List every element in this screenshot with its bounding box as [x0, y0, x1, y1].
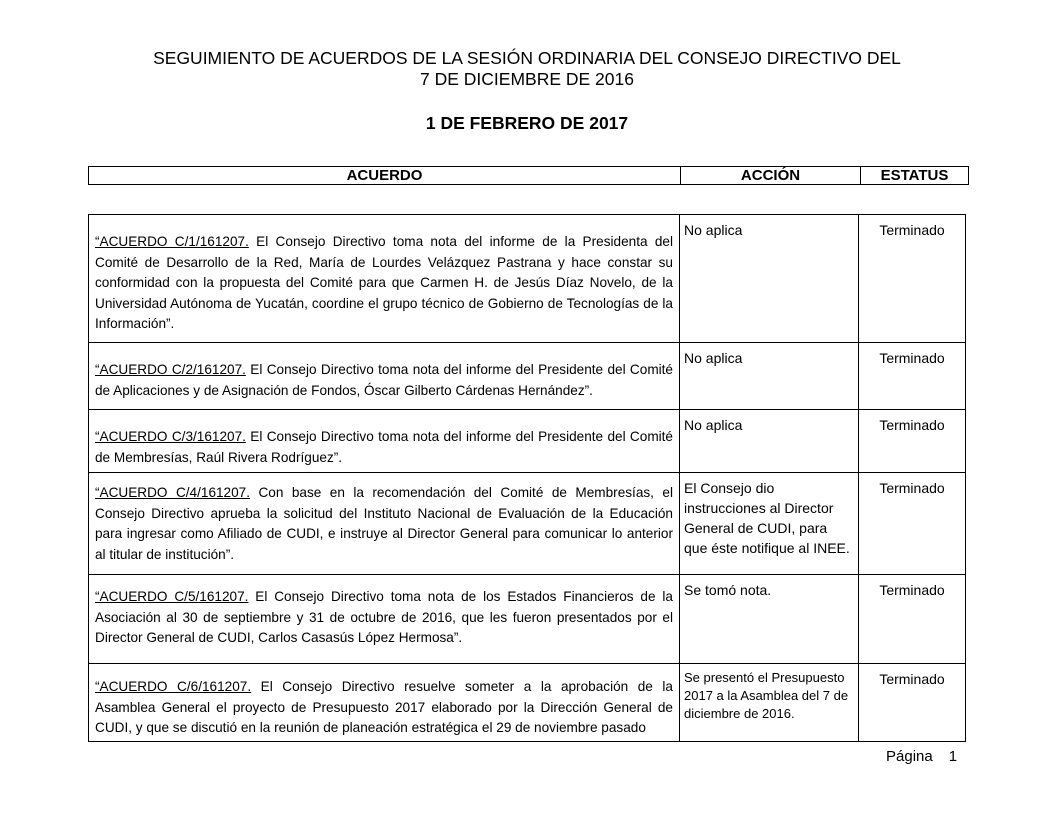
- acuerdo-cell: [89, 664, 680, 742]
- page-label: Página: [886, 748, 933, 765]
- acuerdo-reference: “ACUERDO C/1/161207.: [95, 234, 249, 249]
- acuerdo-cell: [89, 215, 680, 343]
- estatus-cell: Terminado: [859, 473, 966, 575]
- estatus-cell: Terminado: [859, 215, 966, 343]
- acuerdo-cell: [89, 473, 680, 575]
- estatus-cell: Terminado: [859, 410, 966, 473]
- accion-cell: El Consejo dio instrucciones al Director General de CUDI, para que éste notifique al INEE.: [680, 473, 859, 575]
- acuerdo-text: El Consejo Directivo toma nota del informe de la Presidenta del Comité de Desarrollo de la Red, María de Lourdes Velázquez Pastrana y hace constar su conformidad con la propuesta del Comité para que Carmen H. de Jesús Díaz Novelo, de la Universidad Autónoma de Yucatán, coordine el grupo técnico de Gobierno de Tecnologías de la Información”.: [95, 234, 673, 331]
- document-title-line2: 7 DE DICIEMBRE DE 2016: [420, 69, 634, 89]
- estatus-cell: Terminado: [859, 343, 966, 410]
- accion-cell: Se presentó el Presupuesto 2017 a la Asamblea del 7 de diciembre de 2016.: [680, 664, 859, 742]
- table-row: [89, 575, 966, 664]
- page-number: 1: [948, 748, 958, 765]
- acuerdo-text: El Consejo Directivo toma nota de los Estados Financieros de la Asociación al 30 de septiembre y 31 de octubre de 2016, que les fueron presentados por el Director General de CUDI, Carlos Casasús López Hermosa”.: [95, 589, 673, 645]
- estatus-cell: Terminado: [859, 575, 966, 664]
- acuerdo-reference: “ACUERDO C/2/161207.: [95, 362, 246, 377]
- acuerdo-cell: [89, 343, 680, 410]
- accion-cell: No aplica: [680, 343, 859, 410]
- header-table: [88, 166, 969, 185]
- table-row: [89, 215, 966, 343]
- acuerdo-reference: “ACUERDO C/5/161207.: [95, 589, 249, 604]
- acuerdo-reference: “ACUERDO C/6/161207.: [95, 679, 252, 694]
- accion-cell: No aplica: [680, 215, 859, 343]
- document-date: 1 DE FEBRERO DE 2017: [425, 113, 629, 133]
- column-header-accion: ACCIÓN: [681, 167, 861, 185]
- table-row: [89, 473, 966, 575]
- table-row: [89, 664, 966, 742]
- acuerdo-reference: “ACUERDO C/3/161207.: [95, 429, 246, 444]
- accion-cell: No aplica: [680, 410, 859, 473]
- agreements-table: [88, 214, 966, 742]
- estatus-cell: Terminado: [859, 664, 966, 742]
- document-title-line1: SEGUIMIENTO DE ACUERDOS DE LA SESIÓN ORDINARIA DEL CONSEJO DIRECTIVO DEL: [153, 48, 901, 68]
- table-row: [89, 343, 966, 410]
- acuerdo-cell: [89, 410, 680, 473]
- page-footer: [886, 748, 957, 765]
- accion-cell: Se tomó nota.: [680, 575, 859, 664]
- acuerdo-text: El Consejo Directivo toma nota del informe del Presidente del Comité de Membresías, Raúl Rivera Rodríguez”.: [95, 429, 673, 465]
- column-header-acuerdo: ACUERDO: [89, 167, 681, 185]
- acuerdo-text: El Consejo Directivo resuelve someter a la aprobación de la Asamblea General el proyecto de Presupuesto 2017 elaborado por la Dirección General de CUDI, y que se discutió en la reunión de planeación estratégica el 29 de noviembre pasado: [95, 679, 673, 735]
- acuerdo-reference: “ACUERDO C/4/161207.: [95, 485, 251, 500]
- acuerdo-text: Con base en la recomendación del Comité de Membresías, el Consejo Directivo aprueba la solicitud del Instituto Nacional de Evaluación de la Educación para ingresar como Afiliado de CUDI, e instruye al Director General para comunicar lo anterior al titular de institución”.: [95, 485, 673, 562]
- column-header-estatus: ESTATUS: [861, 167, 969, 185]
- acuerdo-cell: [89, 575, 680, 664]
- acuerdo-text: El Consejo Directivo toma nota del informe del Presidente del Comité de Aplicaciones y de Asignación de Fondos, Óscar Gilberto Cárdenas Hernández”.: [95, 362, 673, 398]
- table-row: [89, 410, 966, 473]
